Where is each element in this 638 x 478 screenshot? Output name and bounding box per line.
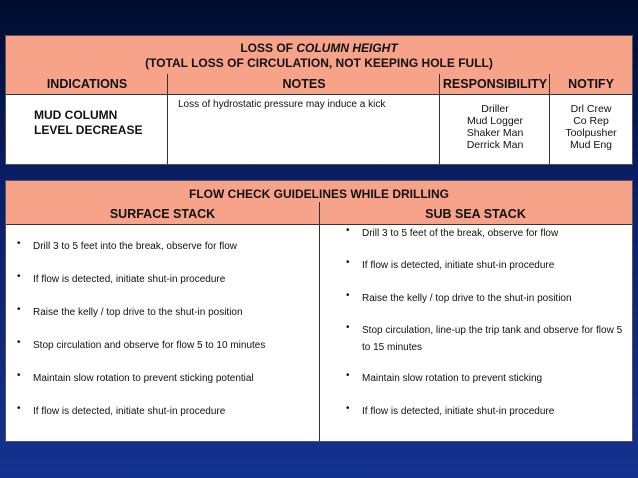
notify-item: Mud Eng [569, 139, 613, 151]
surface-item-text: If flow is detected, initiate shut-in procedure [33, 406, 226, 417]
responsibility-item: Mud Logger [466, 115, 524, 127]
header-responsibility: RESPONSIBILITY [442, 77, 548, 91]
subsea-item-text: Raise the kelly / top drive to the shut-in position [362, 293, 572, 304]
header-notify: NOTIFY [568, 77, 614, 91]
divider [167, 74, 168, 164]
bullet-icon: • [346, 290, 350, 301]
surface-item-text: Raise the kelly / top drive to the shut-in position [33, 307, 243, 318]
notify-item: Toolpusher [565, 127, 617, 139]
notify-list [550, 103, 632, 151]
subsea-item-text: If flow is detected, initiate shut-in procedure [362, 260, 555, 271]
flow-check-title: FLOW CHECK GUIDELINES WHILE DRILLING [6, 181, 632, 202]
header-subsea-stack: SUB SEA STACK [425, 207, 526, 221]
note-text: Loss of hydrostatic pressure may induce a kick [178, 99, 386, 110]
loss-of-column-height-table [5, 35, 633, 165]
table-title [6, 36, 632, 74]
flow-check-table [5, 180, 633, 442]
responsibility-item: Driller [481, 103, 509, 115]
notify-item: Drl Crew [570, 103, 612, 115]
responsibility-item: Shaker Man [466, 127, 524, 139]
surface-item-text: If flow is detected, initiate shut-in procedure [33, 274, 226, 285]
indication-line: MUD COLUMN [34, 108, 118, 122]
surface-item-text: Stop circulation and observe for flow 5 to 10 minutes [33, 340, 266, 351]
bullet-icon: • [17, 370, 21, 381]
header-indications: INDICATIONS [46, 77, 128, 91]
indication-text [34, 108, 142, 138]
bullet-icon: • [17, 271, 21, 282]
subsea-item-text: Stop circulation, line-up the trip tank and observe for flow 5 to 15 minutes [362, 325, 623, 353]
bullet-icon: • [346, 257, 350, 268]
header-notes: NOTES [282, 77, 326, 91]
bullet-icon: • [17, 403, 21, 414]
subsea-item-text: Drill 3 to 5 feet of the break, observe for flow [362, 228, 559, 239]
responsibility-item: Derrick Man [466, 139, 524, 151]
header-surface-stack: SURFACE STACK [109, 207, 216, 221]
responsibility-list [440, 103, 550, 151]
divider [319, 202, 320, 441]
bullet-icon: • [346, 403, 350, 414]
title-prefix: LOSS OF [240, 41, 297, 55]
title-italic: COLUMN HEIGHT [296, 41, 398, 55]
subsea-item-text: If flow is detected, initiate shut-in procedure [362, 406, 555, 417]
surface-item-text: Maintain slow rotation to prevent sticking potential [33, 373, 254, 384]
table-subtitle: (TOTAL LOSS OF CIRCULATION, NOT KEEPING HOLE FULL) [145, 56, 493, 70]
notify-item: Co Rep [573, 115, 609, 127]
bullet-icon: • [17, 337, 21, 348]
surface-item-text: Drill 3 to 5 feet into the break, observe for flow [33, 241, 237, 252]
bullet-icon: • [346, 225, 350, 236]
divider [6, 94, 632, 95]
bullet-icon: • [17, 238, 21, 249]
indication-line: LEVEL DECREASE [34, 123, 143, 137]
subsea-item-text: Maintain slow rotation to prevent sticking [362, 373, 543, 384]
bullet-icon: • [17, 304, 21, 315]
bullet-icon: • [346, 322, 350, 333]
bullet-icon: • [346, 370, 350, 381]
